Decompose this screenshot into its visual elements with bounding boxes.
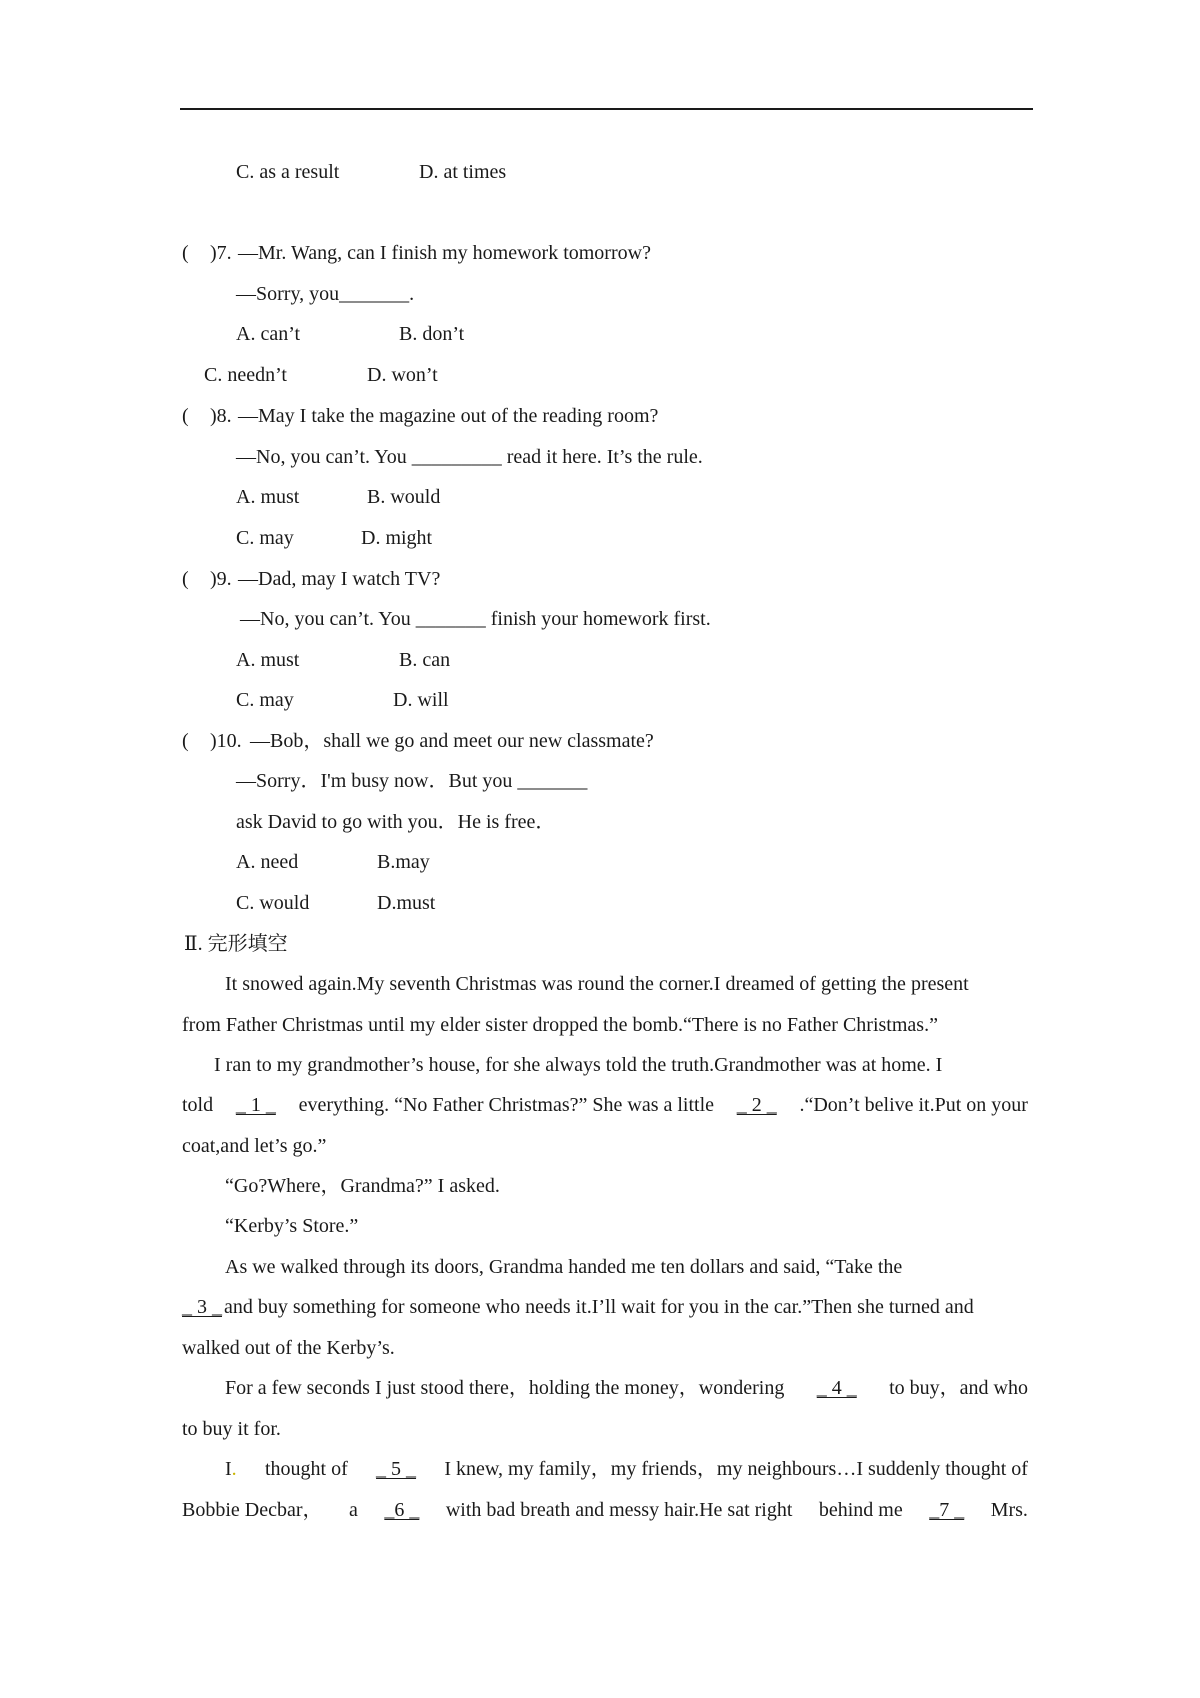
blank-2: _ 2 _	[736, 1094, 777, 1116]
blank-7: _7 _	[929, 1499, 965, 1521]
q9-question: —Dad, may I watch TV?	[238, 568, 441, 590]
q9-answer: —No, you can’t. You _______ finish your homework first.	[240, 608, 711, 630]
passage-line	[182, 1093, 1028, 1117]
passage-text: I knew, my family，my friends，my neighbours…I suddenly thought of	[444, 1458, 1028, 1480]
q8-question: —May I take the magazine out of the reading room?	[238, 405, 659, 427]
q7-option-c: C. needn’t	[204, 364, 287, 386]
blank-1: _ 1 _	[235, 1094, 276, 1116]
q9-number: )9.	[210, 568, 232, 590]
q9-bracket: (	[182, 568, 189, 590]
passage-text: and buy something for someone who needs it.I’ll wait for you in the car.”Then she turned and	[224, 1296, 974, 1318]
q10-option-d: D.must	[377, 892, 436, 914]
q9-option-a: A. must	[236, 649, 300, 671]
q9-option-c: C. may	[236, 689, 294, 711]
q10-question: —Bob，shall we go and meet our new classmate?	[250, 730, 654, 752]
q7-bracket: (	[182, 242, 189, 264]
passage-line: to buy it for.	[182, 1418, 281, 1440]
q8-option-b: B. would	[367, 486, 441, 508]
blank-5: _ 5 _	[376, 1458, 417, 1480]
passage-text: thought of	[264, 1458, 348, 1480]
blank-6: _6 _	[384, 1499, 420, 1521]
passage-text: It snowed again.My seventh Christmas was round the corner.I dreamed of getting the present	[225, 973, 969, 995]
q7-option-b: B. don’t	[399, 323, 465, 345]
passage-line	[214, 1053, 1028, 1077]
passage-text: with bad breath and messy hair.He sat right	[445, 1499, 793, 1521]
q9-option-d: D. will	[393, 689, 449, 711]
passage-line: from Father Christmas until my elder sister dropped the bomb.“There is no Father Christmas.”	[182, 1014, 938, 1036]
passage-line	[225, 1457, 1028, 1481]
passage-line: coat,and let’s go.”	[182, 1135, 327, 1157]
passage-word-i: I.	[225, 1458, 237, 1480]
passage-line	[182, 1498, 1028, 1522]
q6-option-c: C. as a result	[236, 161, 340, 183]
q10-option-c: C. would	[236, 892, 310, 914]
passage-text: a	[348, 1499, 358, 1521]
q10-bracket: (	[182, 730, 189, 752]
passage-text: Mrs.	[990, 1499, 1028, 1521]
passage-line: walked out of the Kerby’s.	[182, 1337, 395, 1359]
q10-answer-line1: —Sorry．I'm busy now．But you _______	[236, 770, 588, 792]
passage-line: “Kerby’s Store.”	[225, 1215, 359, 1237]
q8-option-d: D. might	[361, 527, 433, 549]
passage-text: .“Don’t belive it.Put on your	[799, 1094, 1028, 1116]
q7-option-d: D. won’t	[367, 364, 438, 386]
passage-line: “Go?Where，Grandma?” I asked.	[225, 1175, 500, 1197]
passage-text: I ran to my grandmother’s house, for she always told the truth.Grandmother was at home. I	[214, 1054, 943, 1076]
q9-option-b: B. can	[399, 649, 451, 671]
q10-option-a: A. need	[236, 851, 299, 873]
q8-answer: —No, you can’t. You _________ read it here. It’s the rule.	[236, 446, 703, 468]
passage-line: As we walked through its doors, Grandma handed me ten dollars and said, “Take the	[225, 1256, 903, 1278]
passage-text: behind me	[818, 1499, 903, 1521]
q7-option-a: A. can’t	[236, 323, 301, 345]
header-rule	[180, 108, 1033, 110]
blank-3: _ 3 _	[182, 1296, 222, 1318]
section-title: Ⅱ. 完形填空	[184, 933, 288, 955]
passage-text: to buy，and who	[889, 1377, 1028, 1399]
q8-number: )8.	[210, 405, 232, 427]
passage-text: Bobbie Decbar，	[182, 1499, 323, 1521]
q8-bracket: (	[182, 405, 189, 427]
passage-blank-group	[182, 1295, 974, 1319]
q10-number: )10.	[210, 730, 242, 752]
passage-text: everything. “No Father Christmas?” She was a little	[298, 1094, 715, 1116]
passage-line	[182, 1295, 1028, 1319]
passage-text: told	[182, 1094, 214, 1116]
q10-option-b: B.may	[377, 851, 430, 873]
q8-option-c: C. may	[236, 527, 294, 549]
q10-answer-line2: ask David to go with you．He is free．	[236, 811, 556, 833]
q7-number: )7.	[210, 242, 232, 264]
passage-line	[225, 972, 1028, 996]
q7-question: —Mr. Wang, can I finish my homework tomorrow?	[238, 242, 651, 264]
passage-line	[225, 1376, 1028, 1400]
q6-option-d: D. at times	[419, 161, 507, 183]
passage-text: For a few seconds I just stood there，holding the money，wondering	[225, 1377, 785, 1399]
q7-answer: —Sorry, you_______.	[236, 283, 415, 305]
blank-4: _ 4 _	[816, 1377, 857, 1399]
q8-option-a: A. must	[236, 486, 300, 508]
